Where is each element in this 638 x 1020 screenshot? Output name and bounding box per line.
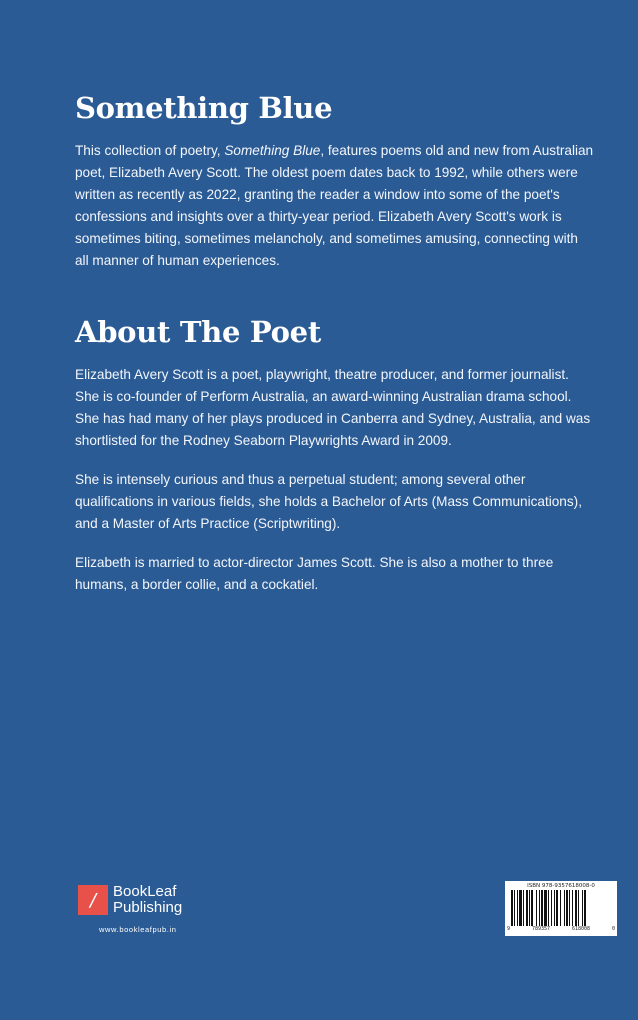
barcode-bar xyxy=(575,890,577,926)
publisher-name-line1: BookLeaf xyxy=(113,883,177,900)
barcode-bar xyxy=(566,890,568,926)
barcode-bar xyxy=(517,890,518,926)
publisher-logo xyxy=(78,884,182,916)
description-title-italic: Something Blue xyxy=(224,143,321,158)
barcode-bar xyxy=(578,890,579,926)
publisher-name-line2: Publishing xyxy=(113,899,183,916)
barcode-bar xyxy=(541,890,543,926)
barcode-bar xyxy=(544,890,547,926)
barcode-bar xyxy=(556,890,558,926)
barcode-bar xyxy=(514,890,515,926)
bio-paragraph-1: Elizabeth Avery Scott is a poet, playwright, theatre producer, and former journalist. She is co-founder of Perform Australia, an award-winning Australian drama school. She has had many of her plays produced in Canberra and Sydney, Australia, and was shortlisted for the Rodney Seaborn Playwrights Award in 2009. xyxy=(75,367,591,448)
barcode-bar xyxy=(569,890,570,926)
barcode-bar xyxy=(523,890,524,926)
barcode-bar xyxy=(511,890,513,926)
barcode-digit-group: 9 xyxy=(507,926,511,932)
barcode-digits xyxy=(507,926,615,932)
publisher-url: www.bookleafpub.in xyxy=(99,925,177,934)
book-description xyxy=(75,140,595,272)
barcode-bar xyxy=(551,890,552,926)
barcode-digit-group: 618008 xyxy=(571,926,591,932)
bio-paragraph-3: Elizabeth is married to actor-director James Scott. She is also a mother to three humans, a border collie, and a cockatiel. xyxy=(75,555,554,592)
barcode-bar xyxy=(560,890,561,926)
publisher-name xyxy=(113,884,182,916)
bio-paragraph-2: She is intensely curious and thus a perpetual student; among several other qualifications in various fields, she holds a Bachelor of Arts (Mass Communications), and a Master of Arts Practice (Scriptwriting). xyxy=(75,472,582,531)
barcode-bar xyxy=(572,890,573,926)
barcode-bar xyxy=(519,890,522,926)
barcode-bar xyxy=(548,890,549,926)
isbn-label: ISBN 978-9357618008-0 xyxy=(527,883,595,889)
barcode-bar xyxy=(564,890,565,926)
about-poet-heading: About The Poet xyxy=(75,315,321,349)
barcode-digit-group: 789357 xyxy=(531,926,551,932)
barcode-bar xyxy=(554,890,555,926)
barcode-bar xyxy=(536,890,537,926)
book-title-heading: Something Blue xyxy=(75,91,333,125)
barcode-bar xyxy=(529,890,530,926)
publisher-mark-icon xyxy=(78,885,108,915)
barcode-bar xyxy=(584,890,586,926)
barcode-bars-icon xyxy=(511,890,611,926)
description-prefix: This collection of poetry, xyxy=(75,143,225,158)
barcode-digit-group: 0 xyxy=(611,926,615,932)
logo-mark-glyph: / xyxy=(89,889,97,911)
barcode-bar xyxy=(582,890,583,926)
back-cover-content xyxy=(75,90,595,596)
description-suffix: , features poems old and new from Australian poet, Elizabeth Avery Scott. The oldest poem dates back to 1992, while others were written as recently as 2022, granting the reader a window into some of the poet's confessions and insights over a thirty-year period. Elizabeth Avery Scott's work is sometimes biting, sometimes melancholy, and sometimes amusing, connecting with all manner of human experiences. xyxy=(75,143,594,268)
barcode-bar xyxy=(531,890,533,926)
isbn-barcode xyxy=(505,881,617,936)
barcode-bar xyxy=(526,890,528,926)
barcode-bar xyxy=(539,890,540,926)
